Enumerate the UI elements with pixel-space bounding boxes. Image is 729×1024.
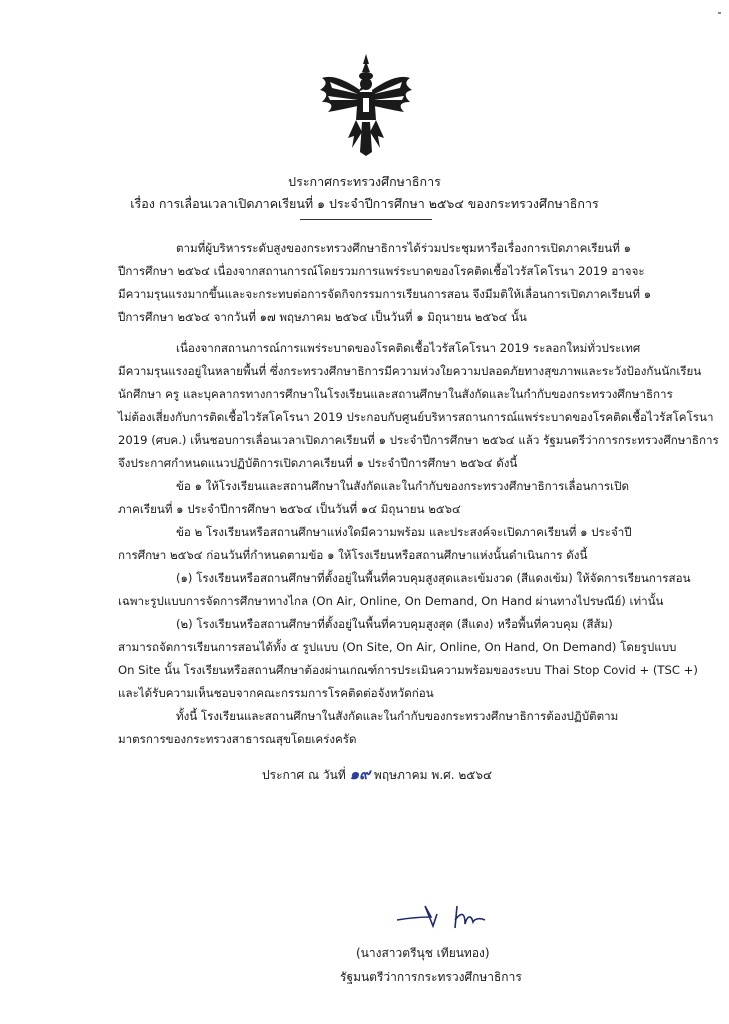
- closing-paragraph: ทั้งนี้ โรงเรียนและสถานศึกษาในสังกัดและในกำกับของกระทรวงศึกษาธิการต้องปฏิบัติตาม: [176, 709, 619, 723]
- body-line: ไม่ต้องเสี่ยงกับการติดเชื้อไวรัสโคโรนา 2019 ประกอบกับศูนย์บริหารสถานการณ์แพร่ระบาดของโรคติดเชื้อไวรัสโคโรนา: [118, 410, 714, 424]
- announce-date: [262, 762, 492, 786]
- scan-mark: [718, 12, 721, 14]
- announce-day: ๑๙: [349, 765, 371, 783]
- signer-position: รัฐมนตรีว่าการกระทรวงศึกษาธิการ: [340, 970, 522, 984]
- body-line: มีความรุนแรงอยู่ในหลายพื้นที่ ซึ่งกระทรวงศึกษาธิการมีความห่วงใยความปลอดภัยทางสุขภาพและระวังป้องกันนักเรียน: [118, 364, 702, 378]
- announce-prefix: ประกาศ ณ วันที่: [262, 768, 346, 782]
- body-line: มีความรุนแรงมากขึ้นและจะกระทบต่อการจัดกิจกรรมการเรียนการสอน จึงมีมติให้เลื่อนการเปิดภาคเรียนที่ ๑: [118, 287, 652, 301]
- announcement-subject: เรื่อง การเลื่อนเวลาเปิดภาคเรียนที่ ๑ ประจำปีการศึกษา ๒๕๖๔ ของกระทรวงศึกษาธิการ: [130, 196, 599, 211]
- garuda-emblem-icon: [318, 52, 414, 158]
- announcement-title: ประกาศกระทรวงศึกษาธิการ: [288, 174, 441, 189]
- body-line: เฉพาะรูปแบบการจัดการศึกษาทางไกล (On Air, Online, On Demand, On Hand ผ่านทางไปรษณีย์) เท่านั้น: [118, 594, 664, 608]
- body-line: มาตรการของกระทรวงสาธารณสุขโดยเคร่งครัด: [118, 732, 357, 746]
- clause-2: ข้อ ๒ โรงเรียนหรือสถานศึกษาแห่งใดมีความพร้อม และประสงค์จะเปิดภาคเรียนที่ ๑ ประจำปี: [176, 525, 632, 539]
- body-line: ปีการศึกษา ๒๕๖๔ จากวันที่ ๑๗ พฤษภาคม ๒๕๖๔ เป็นวันที่ ๑ มิถุนายน ๒๕๖๔ นั้น: [118, 310, 527, 324]
- body-line: สามารถจัดการเรียนการสอนได้ทั้ง ๕ รูปแบบ (On Site, On Air, Online, On Hand, On Demand) โดยรูปแบบ: [118, 640, 677, 654]
- body-line: On Site นั้น โรงเรียนหรือสถานศึกษาต้องผ่านเกณฑ์การประเมินความพร้อมของระบบ Thai Stop Covid + (TSC +): [118, 663, 698, 677]
- body-line: ปีการศึกษา ๒๕๖๔ เนื่องจากสถานการณ์โดยรวมการแพร่ระบาดของโรคติดเชื้อไวรัสโคโรนา 2019 อาจจะ: [118, 264, 645, 278]
- announce-month-year: พฤษภาคม พ.ศ. ๒๕๖๔: [373, 768, 493, 782]
- body-line: การศึกษา ๒๕๖๔ ก่อนวันที่กำหนดตามข้อ ๑ ให้โรงเรียนหรือสถานศึกษาแห่งนั้นดำเนินการ ดังนี้: [118, 548, 588, 562]
- signature-icon: [395, 900, 515, 934]
- clause-1: ข้อ ๑ ให้โรงเรียนและสถานศึกษาในสังกัดและในกำกับของกระทรวงศึกษาธิการเลื่อนการเปิด: [176, 479, 629, 493]
- body-line: และได้รับความเห็นชอบจากคณะกรรมการโรคติดต่อจังหวัดก่อน: [118, 686, 434, 700]
- body-line: ภาคเรียนที่ ๑ ประจำปีการศึกษา ๒๕๖๔ เป็นวันที่ ๑๔ มิถุนายน ๒๕๖๔: [118, 502, 461, 516]
- body-line: ตามที่ผู้บริหารระดับสูงของกระทรวงศึกษาธิการได้ร่วมประชุมหารือเรื่องการเปิดภาคเรียนที่ ๑: [176, 241, 631, 255]
- body-line: 2019 (ศบค.) เห็นชอบการเลื่อนเวลาเปิดภาคเรียนที่ ๑ ประจำปีการศึกษา ๒๕๖๔ แล้ว รัฐมนตรีว่าการกระทรวงศึกษาธิการ: [118, 433, 719, 447]
- sub-clause-2: (๒) โรงเรียนหรือสถานศึกษาที่ตั้งอยู่ในพื้นที่ควบคุมสูงสุด (สีแดง) หรือพื้นที่ควบคุม (สีส้ม): [176, 617, 613, 631]
- body-line: เนื่องจากสถานการณ์การแพร่ระบาดของโรคติดเชื้อไวรัสโคโรนา 2019 ระลอกใหม่ทั่วประเทศ: [176, 341, 641, 355]
- signer-name: (นางสาวตรีนุช เทียนทอง): [356, 946, 490, 960]
- title-divider: [300, 219, 432, 220]
- sub-clause-1: (๑) โรงเรียนหรือสถานศึกษาที่ตั้งอยู่ในพื้นที่ควบคุมสูงสุดและเข้มงวด (สีแดงเข้ม) ให้จัดการเรียนการสอน: [176, 571, 691, 585]
- body-line: นักศึกษา ครู และบุคลากรทางการศึกษาในโรงเรียนและสถานศึกษาในสังกัดและในกำกับของกระทรวงศึกษาธิการ: [118, 387, 673, 401]
- body-line: จึงประกาศกำหนดแนวปฏิบัติการเปิดภาคเรียนที่ ๑ ประจำปีการศึกษา ๒๕๖๔ ดังนี้: [118, 456, 518, 470]
